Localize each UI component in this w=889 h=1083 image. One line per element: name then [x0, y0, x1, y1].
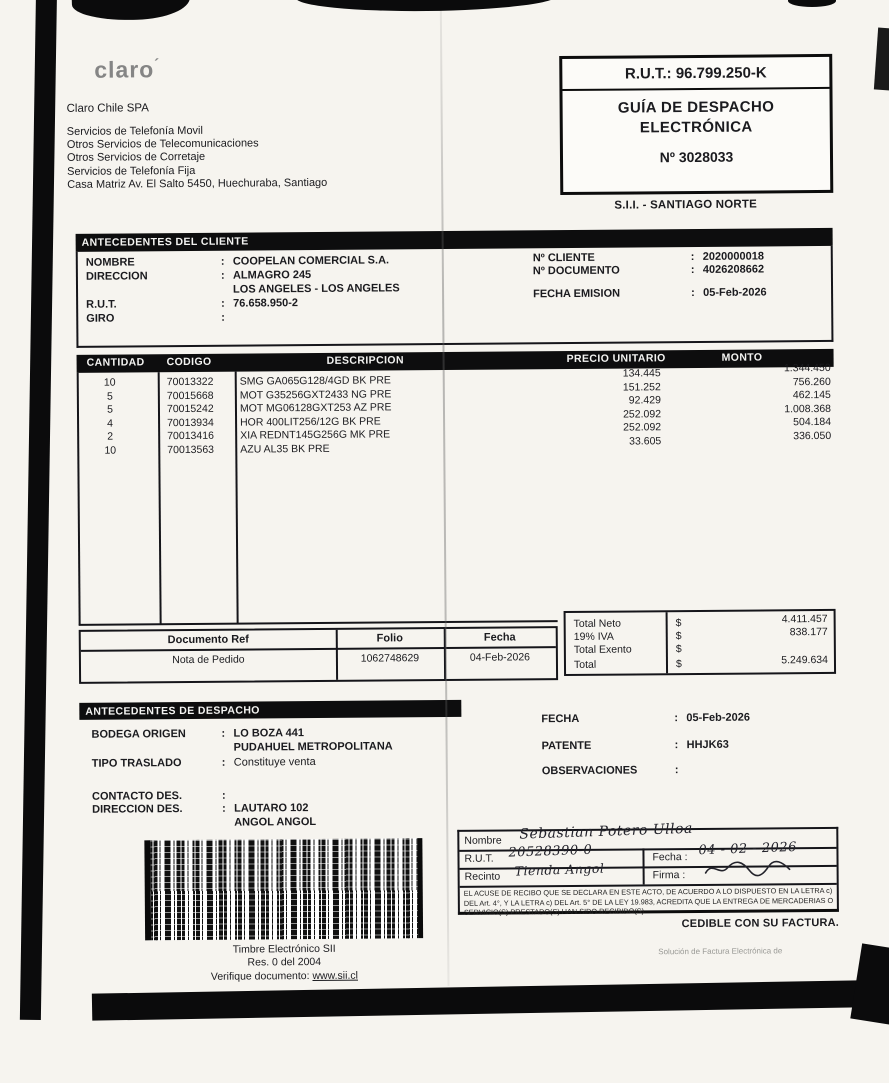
iva-label: 19% IVA	[574, 630, 668, 643]
colon: :	[222, 803, 234, 815]
direccion-label: DIRECCION	[86, 270, 221, 283]
colon: :	[221, 298, 233, 310]
colon: :	[691, 251, 703, 263]
verify-prefix: Verifique documento:	[211, 970, 313, 983]
bodega-value-2: PUDAHUEL METROPOLITANA	[234, 740, 393, 753]
direccion-des-row	[92, 802, 308, 816]
handwritten-rut: 20528390-0	[508, 843, 592, 861]
activity-line: Servicios de Telefonía Fija	[67, 163, 327, 178]
colon: :	[221, 270, 233, 282]
stamp-line-3	[145, 969, 423, 983]
item-monto: 462.145	[681, 389, 831, 402]
observaciones-label: OBSERVACIONES	[542, 764, 675, 777]
contacto-row	[92, 790, 234, 803]
handwritten-fecha: 04 - 02 - 2026	[698, 840, 797, 858]
item-monto: 756.260	[681, 375, 831, 388]
currency-sign: $	[668, 643, 686, 655]
patente-row	[542, 739, 729, 752]
item-monto: 1.344.450	[681, 362, 831, 375]
ref-fecha-value: 04-Feb-2026	[444, 651, 556, 664]
bodega-label: BODEGA ORIGEN	[91, 728, 221, 741]
supplier-activity-lines	[67, 124, 328, 192]
giro-label: GIRO	[86, 312, 221, 325]
reception-rut-label: R.U.T.	[464, 853, 493, 865]
sii-office: S.I.I. - SANTIAGO NORTE	[614, 199, 757, 212]
document-id-box	[559, 54, 833, 195]
dispatch-fecha-label: FECHA	[541, 712, 674, 725]
reception-recinto-label: Recinto	[465, 871, 501, 883]
table-border-bottom	[79, 620, 558, 626]
reception-firma-label: Firma :	[653, 869, 686, 881]
bodega-row2	[234, 740, 393, 753]
rut-label: R.U.T.	[86, 298, 221, 311]
patente-value: HHJK63	[687, 739, 729, 751]
total-value: 5.249.634	[686, 654, 828, 667]
reception-fecha-label: Fecha :	[652, 851, 687, 863]
item-cantidad: 5	[85, 403, 135, 415]
item-codigo: 70015242	[167, 403, 214, 415]
colon: :	[675, 739, 687, 751]
currency-sign: $	[668, 658, 686, 670]
legal-acknowledgement-text: EL ACUSE DE RECIBO QUE SE DECLARA EN ESTE ACTO, DE ACUERDO A LO DISPUESTO EN LA LETRA c) DEL Art. 4°, Y LA LETRA c) DEL Art. 5° DE LA LEY 19.983, ACREDITA QUE LA ENTREGA DE MERCADERIAS O SERVICIO(S) PRESTADO(S) HAN SIDO RECIBIDO(S).	[464, 886, 836, 918]
direccion-value-1: ALMAGRO 245	[233, 269, 311, 282]
stamp-line-2: Res. 0 del 2004	[145, 955, 423, 969]
item-codigo: 70013416	[167, 430, 214, 442]
fecha-emision-value: 05-Feb-2026	[703, 286, 767, 298]
client-rut-row	[86, 297, 298, 311]
n-documento-label: Nº DOCUMENTO	[533, 264, 691, 277]
client-direccion-row2	[233, 282, 400, 295]
item-descripcion: HOR 400LIT256/12G BK PRE	[240, 415, 381, 428]
iva-value: 838.177	[686, 626, 828, 639]
nombre-label: NOMBRE	[86, 256, 221, 269]
pdf417-barcode	[144, 838, 423, 940]
colon: :	[221, 728, 233, 740]
supplier-address: Casa Matriz Av. El Salto 5450, Huechuraba, Santiago	[67, 177, 327, 192]
dispatch-section-bar	[79, 700, 461, 720]
item-codigo: 70013322	[167, 376, 214, 388]
item-cantidad: 2	[85, 430, 135, 442]
header-cantidad: CANTIDAD	[87, 356, 145, 368]
contacto-label: CONTACTO DES.	[92, 790, 222, 803]
client-giro-row	[86, 312, 233, 325]
item-precio: 92.429	[531, 394, 661, 407]
item-precio: 33.605	[531, 435, 661, 448]
colon: :	[674, 712, 686, 724]
document-number: Nº 3028033	[563, 148, 830, 166]
patente-label: PATENTE	[542, 739, 675, 752]
ref-header-folio: Folio	[336, 632, 444, 645]
n-cliente-value: 2020000018	[703, 250, 764, 262]
claro-logo-text: claro	[94, 56, 154, 82]
sii-url: www.sii.cl	[312, 970, 358, 982]
traslado-row	[92, 756, 316, 770]
colon: :	[221, 256, 233, 268]
item-cantidad: 5	[85, 390, 135, 402]
traslado-label: TIPO TRASLADO	[92, 757, 222, 770]
item-precio: 252.092	[531, 421, 661, 434]
total-exento-label: Total Exento	[574, 643, 668, 656]
n-documento-row	[533, 263, 764, 277]
reference-table	[79, 626, 558, 684]
header-codigo: CODIGO	[167, 356, 212, 368]
direccion-des-row2	[234, 816, 316, 829]
reception-nombre-label: Nombre	[464, 835, 501, 847]
traslado-value: Constituye venta	[234, 756, 316, 769]
dispatch-fecha-row	[541, 712, 750, 726]
handwritten-signature-scribble	[703, 858, 793, 879]
cedible-note: CEDIBLE CON SU FACTURA.	[458, 917, 839, 932]
item-descripcion: XIA REDNT145G256G MK PRE	[240, 428, 390, 441]
item-precio: 134.445	[531, 367, 661, 380]
item-monto: 1.008.368	[681, 402, 831, 415]
item-monto: 504.184	[681, 416, 831, 429]
n-documento-value: 4026208662	[703, 263, 764, 275]
item-codigo: 70013563	[167, 443, 214, 455]
item-monto: 336.050	[681, 429, 831, 442]
item-precio: 151.252	[531, 381, 661, 394]
item-codigo: 70015668	[167, 389, 214, 401]
colon: :	[222, 757, 234, 769]
ref-header-line	[81, 646, 556, 651]
rut-value: 76.658.950-2	[233, 297, 298, 310]
item-descripcion: SMG GA065G128/4GD BK PRE	[240, 374, 391, 387]
supplier-rut: R.U.T.: 96.799.250-K	[562, 57, 829, 91]
colon: :	[691, 264, 703, 276]
claro-logo	[94, 56, 160, 84]
handwritten-nombre: Sebastian Potero Ulloa	[519, 821, 693, 843]
document-type-line1: GUÍA DE DESPACHO	[563, 98, 830, 117]
total-neto-label: Total Neto	[574, 617, 668, 630]
ref-folio-value: 1062748629	[336, 652, 444, 665]
ref-header-doc: Documento Ref	[81, 633, 336, 647]
fecha-emision-row	[533, 286, 767, 300]
item-descripcion: MOT MG06128GXT253 AZ PRE	[240, 401, 392, 414]
direccion-des-label: DIRECCION DES.	[92, 803, 222, 816]
colon: :	[691, 287, 703, 299]
client-nombre-row	[86, 254, 389, 268]
currency-sign: $	[668, 617, 686, 629]
direccion-des-value-2: ANGOL ANGOL	[234, 816, 316, 829]
reception-divider	[642, 848, 644, 884]
total-row	[574, 657, 828, 671]
observaciones-row	[542, 764, 687, 777]
item-cantidad: 4	[85, 417, 135, 429]
document-type-line2: ELECTRÓNICA	[563, 118, 830, 137]
colon: :	[675, 764, 687, 776]
header-monto: MONTO	[722, 351, 763, 363]
colon: :	[221, 312, 233, 324]
header-descripcion: DESCRIPCION	[327, 354, 404, 367]
item-precio: 252.092	[531, 408, 661, 421]
supplier-name: Claro Chile SPA	[67, 102, 149, 115]
activity-line: Otros Servicios de Telecomunicaciones	[67, 137, 327, 152]
activity-line: Otros Servicios de Corretaje	[67, 150, 327, 165]
n-cliente-row	[533, 250, 764, 264]
nombre-value: COOPELAN COMERCIAL S.A.	[233, 254, 389, 267]
provider-footer: Solución de Factura Electrónica de	[658, 946, 782, 956]
colon: :	[222, 790, 234, 802]
n-cliente-label: Nº CLIENTE	[533, 251, 691, 264]
bodega-row	[91, 727, 304, 741]
activity-line: Servicios de Telefonía Movil	[67, 124, 327, 139]
total-label: Total	[574, 658, 668, 671]
item-cantidad: 10	[85, 376, 135, 388]
direccion-value-2: LOS ANGELES - LOS ANGELES	[233, 282, 400, 295]
total-neto-value: 4.411.457	[686, 613, 828, 626]
bodega-value-1: LO BOZA 441	[233, 727, 304, 740]
total-exento-value	[686, 639, 828, 652]
claro-logo-mark: ´	[154, 56, 160, 73]
dispatch-fecha-value: 05-Feb-2026	[686, 712, 750, 724]
totals-box	[564, 609, 837, 676]
handwritten-recinto: Tienda Angol	[514, 861, 604, 879]
paper-fold-line	[440, 8, 450, 986]
client-box	[76, 246, 834, 348]
currency-sign: $	[668, 630, 686, 642]
ref-doc-value: Nota de Pedido	[81, 653, 336, 667]
stamp-line-1: Timbre Electrónico SII	[145, 942, 423, 956]
item-descripcion: AZU AL35 BK PRE	[240, 442, 329, 455]
ref-header-fecha: Fecha	[444, 631, 556, 644]
fecha-emision-label: FECHA EMISION	[533, 287, 691, 300]
client-section-title: ANTECEDENTES DEL CLIENTE	[82, 235, 249, 248]
header-precio: PRECIO UNITARIO	[567, 352, 666, 365]
client-direccion-row	[86, 269, 311, 283]
direccion-des-value-1: LAUTARO 102	[234, 802, 308, 815]
item-codigo: 70013934	[167, 416, 214, 428]
item-descripcion: MOT G35256GXT2433 NG PRE	[240, 388, 392, 401]
dispatch-section-title: ANTECEDENTES DE DESPACHO	[85, 704, 260, 717]
item-cantidad: 10	[85, 444, 135, 456]
